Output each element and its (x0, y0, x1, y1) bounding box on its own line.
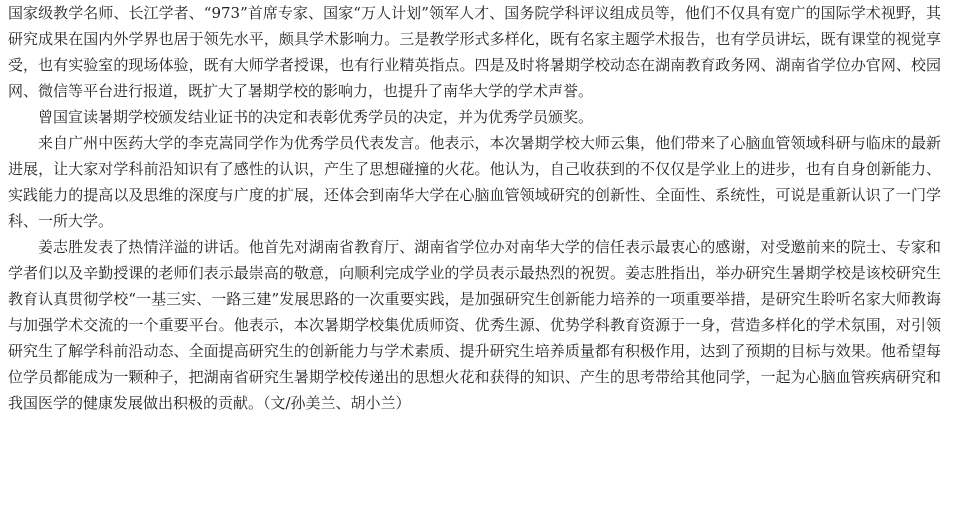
article-paragraph-student-speech: 来自广州中医药大学的李克嵩同学作为优秀学员代表发言。他表示，本次暑期学校大师云集，他们带来了心脑血管领域科研与临床的最新进展，让大家对学科前沿知识有了感性的认识，产生了思想碰撞的火花。他认为，自己收获到的不仅仅是学业上的进步，也有自身创新能力、实践能力的提高以及思维的深度与广度的扩展，还体会到南华大学在心脑血管领域研究的创新性、全面性、系统性，可说是重新认识了一门学科、一所大学。 (8, 134, 941, 230)
article-paragraph-continued: 国家级教学名师、长江学者、“973”首席专家、国家“万人计划”领军人才、国务院学科评议组成员等，他们不仅具有宽广的国际学术视野，其研究成果在国内外学界也居于领先水平，颇具学术影响力。三是教学形式多样化，既有名家主题学术报告，也有学员讲坛，既有课堂的视觉享受，也有实验室的现场体验，既有大师学者授课，也有行业精英指点。四是及时将暑期学校动态在湖南教育政务网、湖南省学位办官网、校园网、微信等平台进行报道，既扩大了暑期学校的影响力，也提升了南华大学的学术声誉。 (8, 4, 941, 100)
article-paragraph-closing-speech: 姜志胜发表了热情洋溢的讲话。他首先对湖南省教育厅、湖南省学位办对南华大学的信任表示最衷心的感谢，对受邀前来的院士、专家和学者们以及辛勤授课的老师们表示最崇高的敬意，向顺利完成学业的学员表示最热烈的祝贺。姜志胜指出，举办研究生暑期学校是该校研究生教育认真贯彻学校“一基三实、一路三建”发展思路的一次重要实践，是加强研究生创新能力培养的一项重要举措，是研究生聆听名家大师教诲与加强学术交流的一个重要平台。他表示，本次暑期学校集优质师资、优秀生源、优势学科教育资源于一身，营造多样化的学术氛围，对引领研究生了解学科前沿动态、全面提高研究生的创新能力与学术素质、提升研究生培养质量都有积极作用，达到了预期的目标与效果。他希望每位学员都能成为一颗种子，把湖南省研究生暑期学校传递出的思想火花和获得的知识、产生的思考带给其他同学，一起为心脑血管疾病研究和我国医学的健康发展做出积极的贡献。（文/孙美兰、胡小兰） (8, 238, 941, 412)
article-paragraph-certificates: 曾国宣读暑期学校颁发结业证书的决定和表彰优秀学员的决定，并为优秀学员颁奖。 (38, 108, 594, 126)
